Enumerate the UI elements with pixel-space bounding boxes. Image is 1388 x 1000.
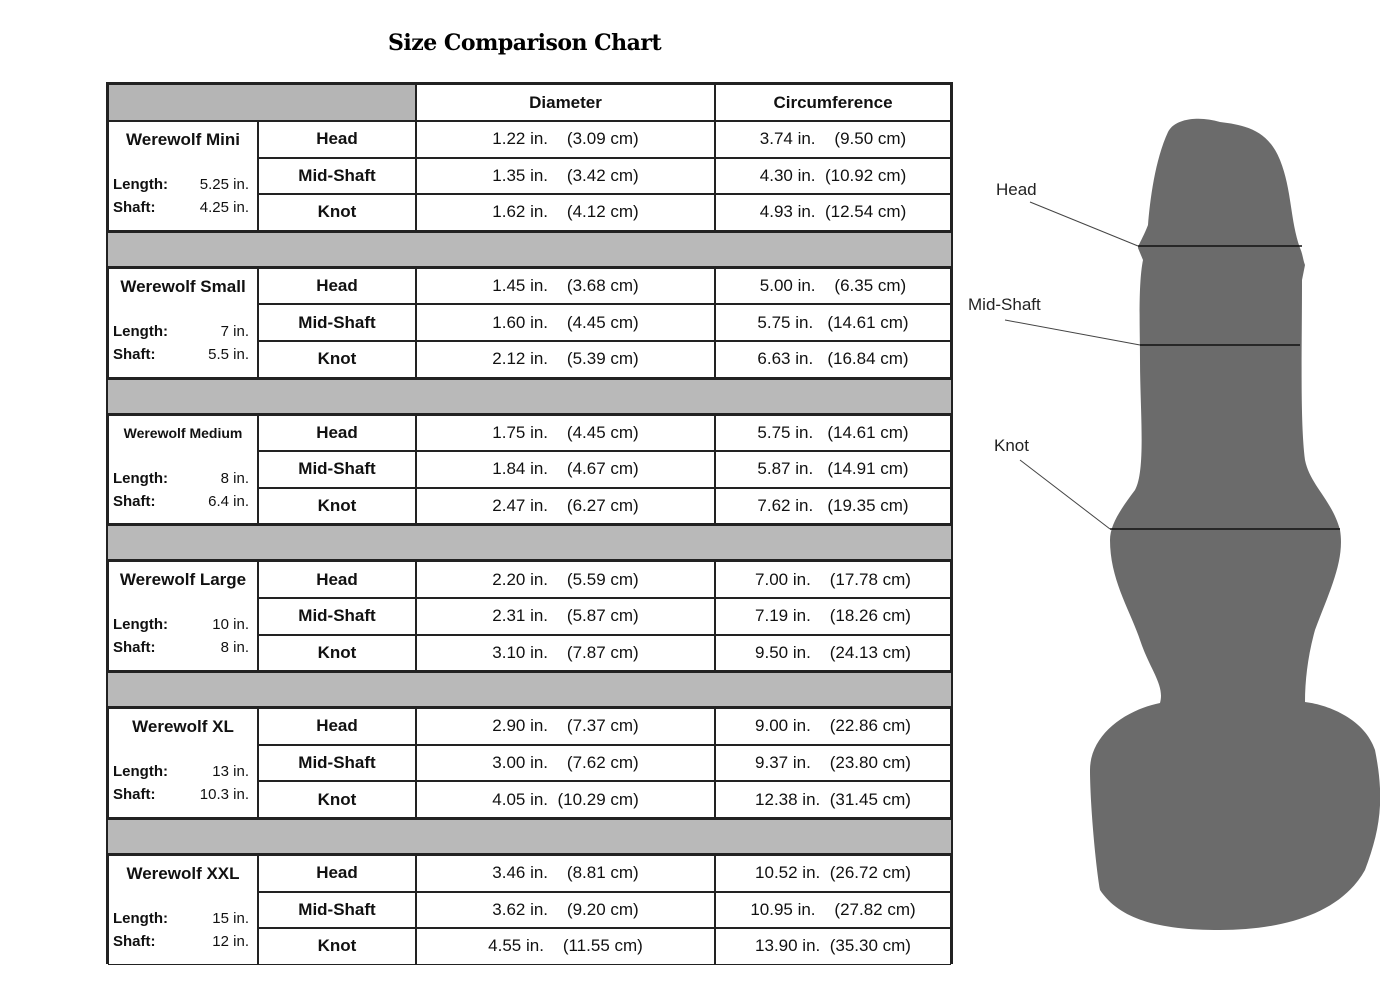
row-separator — [108, 378, 951, 415]
diameter-cell: 2.20 in. (5.59 cm) — [416, 561, 715, 598]
diameter-cell: 3.00 in. (7.62 cm) — [416, 745, 715, 782]
length-label: Length: — [113, 469, 168, 487]
diagram-label-head: Head — [996, 180, 1037, 199]
model-name: Werewolf XXL — [126, 864, 240, 883]
part-name-cell: Head — [258, 561, 416, 598]
circumference-cell: 5.87 in. (14.91 cm) — [715, 451, 951, 488]
page-title: Size Comparison Chart — [388, 30, 662, 56]
header-blank-cell — [108, 84, 416, 121]
part-name-cell: Knot — [258, 928, 416, 965]
header-diameter: Diameter — [416, 84, 715, 121]
shaft-label: Shaft: — [113, 786, 156, 804]
shaft-label: Shaft: — [113, 492, 156, 510]
circumference-cell: 9.37 in. (23.80 cm) — [715, 745, 951, 782]
circumference-cell: 6.63 in. (16.84 cm) — [715, 341, 951, 378]
part-name-cell: Mid-Shaft — [258, 158, 416, 195]
circumference-cell: 7.62 in. (19.35 cm) — [715, 488, 951, 525]
model-name-cell — [108, 708, 258, 818]
part-name-cell: Mid-Shaft — [258, 451, 416, 488]
circumference-cell: 5.75 in. (14.61 cm) — [715, 304, 951, 341]
length-value: 7 in. — [220, 322, 249, 340]
length-value: 15 in. — [212, 910, 249, 927]
diameter-cell: 2.47 in. (6.27 cm) — [416, 488, 715, 525]
header-circumference: Circumference — [715, 84, 951, 121]
length-label: Length: — [113, 322, 168, 340]
shaft-label: Shaft: — [113, 933, 156, 950]
shaft-label: Shaft: — [113, 345, 156, 363]
row-separator — [108, 671, 951, 708]
diameter-cell: 1.45 in. (3.68 cm) — [416, 268, 715, 305]
diagram-label-knot: Knot — [994, 436, 1029, 455]
circumference-cell: 10.52 in. (26.72 cm) — [715, 855, 951, 892]
part-name-cell: Head — [258, 708, 416, 745]
circumference-cell: 12.38 in. (31.45 cm) — [715, 781, 951, 818]
model-name-cell — [108, 561, 258, 671]
row-separator — [108, 231, 951, 268]
shaft-value: 6.4 in. — [208, 492, 249, 510]
shaft-label: Shaft: — [113, 199, 156, 216]
diameter-cell: 1.22 in. (3.09 cm) — [416, 121, 715, 158]
midshaft-pointer-line — [1005, 320, 1140, 345]
model-name-cell — [108, 121, 258, 231]
circumference-cell: 9.50 in. (24.13 cm) — [715, 635, 951, 672]
part-name-cell: Mid-Shaft — [258, 892, 416, 929]
length-value: 8 in. — [220, 469, 249, 487]
part-name-cell: Knot — [258, 194, 416, 231]
silhouette-shape — [1090, 119, 1380, 930]
silhouette-graphic — [960, 110, 1380, 940]
shaft-value: 5.5 in. — [208, 345, 249, 363]
diameter-cell: 3.62 in. (9.20 cm) — [416, 892, 715, 929]
model-name-cell — [108, 268, 258, 378]
circumference-cell: 10.95 in. (27.82 cm) — [715, 892, 951, 929]
length-label: Length: — [113, 910, 168, 927]
row-separator — [108, 818, 951, 855]
model-name: Werewolf XL — [132, 717, 234, 737]
part-name-cell: Head — [258, 121, 416, 158]
diagram-label-mid-shaft: Mid-Shaft — [968, 295, 1041, 314]
shaft-value: 10.3 in. — [199, 786, 249, 804]
model-name-cell — [108, 415, 258, 525]
length-value: 10 in. — [212, 616, 249, 634]
head-pointer-line — [1030, 202, 1138, 246]
diameter-cell: 1.75 in. (4.45 cm) — [416, 415, 715, 452]
circumference-cell: 5.75 in. (14.61 cm) — [715, 415, 951, 452]
diameter-cell: 1.60 in. (4.45 cm) — [416, 304, 715, 341]
diameter-cell: 1.84 in. (4.67 cm) — [416, 451, 715, 488]
shaft-value: 4.25 in. — [199, 199, 249, 216]
part-name-cell: Head — [258, 415, 416, 452]
circumference-cell: 4.93 in. (12.54 cm) — [715, 194, 951, 231]
circumference-cell: 9.00 in. (22.86 cm) — [715, 708, 951, 745]
diameter-cell: 4.55 in. (11.55 cm) — [416, 928, 715, 965]
size-table — [106, 82, 953, 964]
part-name-cell: Knot — [258, 488, 416, 525]
part-name-cell: Knot — [258, 635, 416, 672]
diameter-cell: 2.12 in. (5.39 cm) — [416, 341, 715, 378]
model-name: Werewolf Small — [120, 276, 246, 296]
part-name-cell: Knot — [258, 341, 416, 378]
model-name-cell — [108, 855, 258, 965]
part-name-cell: Mid-Shaft — [258, 598, 416, 635]
shaft-label: Shaft: — [113, 639, 156, 657]
length-value: 13 in. — [212, 763, 249, 781]
length-label: Length: — [113, 616, 168, 634]
part-name-cell: Mid-Shaft — [258, 745, 416, 782]
row-separator — [108, 524, 951, 561]
circumference-cell: 13.90 in. (35.30 cm) — [715, 928, 951, 965]
circumference-cell: 3.74 in. (9.50 cm) — [715, 121, 951, 158]
length-value: 5.25 in. — [199, 176, 249, 193]
circumference-cell: 7.19 in. (18.26 cm) — [715, 598, 951, 635]
part-name-cell: Knot — [258, 781, 416, 818]
length-label: Length: — [113, 176, 168, 193]
knot-pointer-line — [1020, 460, 1110, 529]
shaft-value: 8 in. — [220, 639, 249, 657]
diameter-cell: 3.10 in. (7.87 cm) — [416, 635, 715, 672]
circumference-cell: 5.00 in. (6.35 cm) — [715, 268, 951, 305]
circumference-cell: 7.00 in. (17.78 cm) — [715, 561, 951, 598]
diameter-cell: 4.05 in. (10.29 cm) — [416, 781, 715, 818]
diameter-cell: 1.62 in. (4.12 cm) — [416, 194, 715, 231]
shaft-value: 12 in. — [212, 933, 249, 950]
part-name-cell: Head — [258, 855, 416, 892]
diameter-cell: 2.31 in. (5.87 cm) — [416, 598, 715, 635]
anatomy-diagram — [960, 110, 1380, 945]
model-name: Werewolf Medium — [123, 424, 243, 441]
diameter-cell: 3.46 in. (8.81 cm) — [416, 855, 715, 892]
diameter-cell: 1.35 in. (3.42 cm) — [416, 158, 715, 195]
part-name-cell: Mid-Shaft — [258, 304, 416, 341]
length-label: Length: — [113, 763, 168, 781]
circumference-cell: 4.30 in. (10.92 cm) — [715, 158, 951, 195]
model-name: Werewolf Mini — [126, 130, 240, 149]
model-name: Werewolf Large — [119, 570, 247, 590]
diameter-cell: 2.90 in. (7.37 cm) — [416, 708, 715, 745]
part-name-cell: Head — [258, 268, 416, 305]
